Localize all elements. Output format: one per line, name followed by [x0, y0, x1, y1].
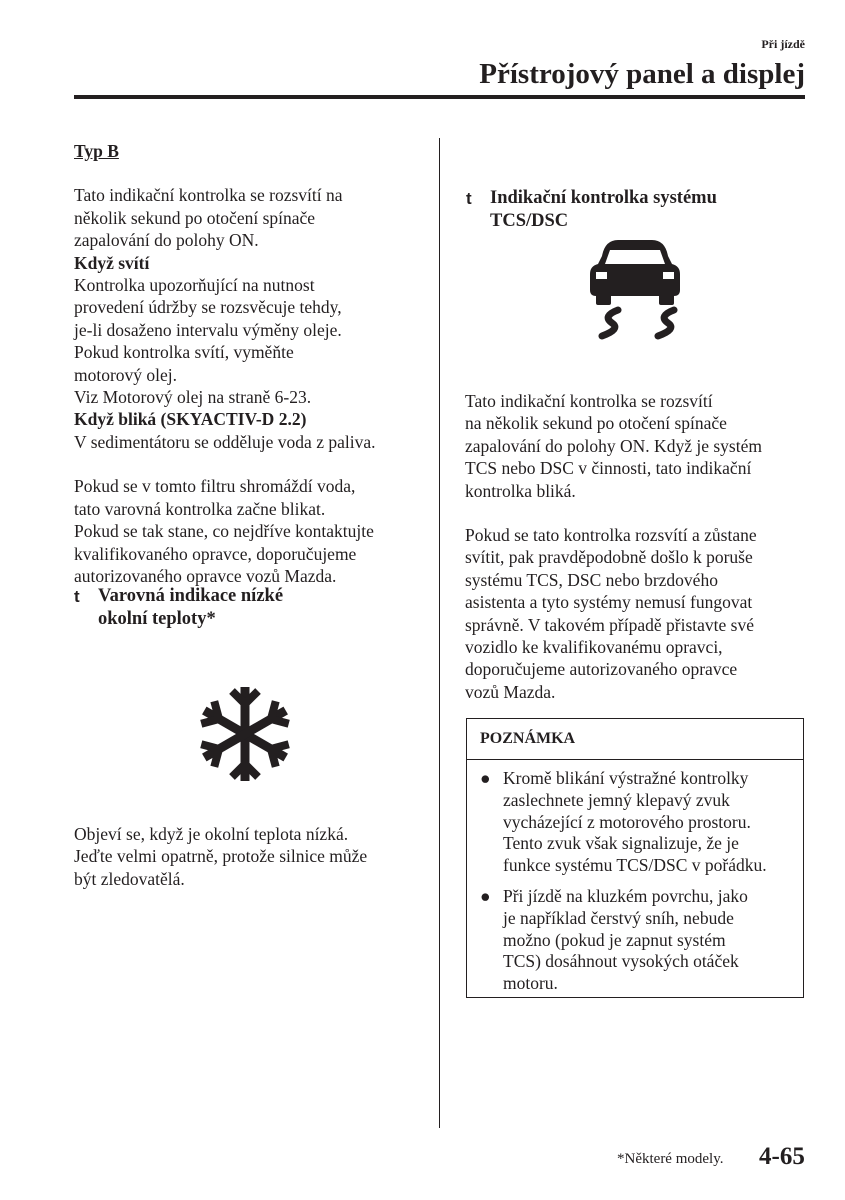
intro-line: zapalování do polohy ON.	[74, 230, 259, 251]
intro-line: Tato indikační kontrolka se rozsvítí na	[74, 185, 343, 206]
intro-line: několik sekund po otočení spínače	[74, 207, 316, 228]
low-temp-heading-line: okolní teploty*	[98, 609, 216, 629]
tcs-heading-line: Indikační kontrolka systému	[490, 188, 717, 208]
when-blinks-label: Když bliká (SKYACTIV-D 2.2)	[74, 409, 307, 430]
note-box	[466, 718, 804, 998]
note-item2-line: je například čerstvý sníh, nebude	[503, 907, 734, 928]
tcs-para2-line: svítit, pak pravděpodobně došlo k poruše	[465, 547, 753, 568]
filter-line: Pokud se tak stane, co nejdříve kontaktujte	[74, 521, 374, 542]
tcs-para2-line: správně. V takovém případě přistavte své	[465, 614, 754, 635]
low-temp-line: být zledovatělá.	[74, 868, 185, 889]
section-bullet: t	[466, 189, 472, 208]
low-temp-line: Objeví se, když je okolní teplota nízká.	[74, 824, 349, 844]
footnote: *Některé modely.	[617, 1151, 724, 1167]
note-bullet: ●	[480, 885, 491, 906]
section-bullet: t	[74, 587, 80, 606]
tcs-para1-line: Tato indikační kontrolka se rozsvítí	[465, 391, 713, 411]
note-item1-line: zaslechnete jemný klepavý zvuk	[503, 789, 730, 810]
tcs-para2-line: systému TCS, DSC nebo brzdového	[465, 569, 718, 590]
note-item1-line: vycházející z motorového prostoru.	[503, 811, 751, 832]
note-item2-line: TCS) dosáhnout vysokých otáček	[503, 951, 739, 972]
tcs-para1-line: zapalování do polohy ON. Když je systém	[465, 435, 762, 456]
when-on-line: provedení údržby se rozsvěcuje tehdy,	[74, 297, 342, 318]
note-item1-line: Tento zvuk však signalizuje, že je	[503, 833, 739, 854]
when-on-line: motorový olej.	[74, 364, 178, 385]
filter-line: Pokud se v tomto filtru shromáždí voda,	[74, 476, 356, 497]
tcs-para1-line: na několik sekund po otočení spínače	[465, 413, 727, 434]
tcs-heading-line: TCS/DSC	[490, 211, 569, 231]
column-divider	[439, 138, 440, 1128]
type-label: Typ B	[74, 141, 119, 161]
note-bullet: ●	[480, 768, 491, 788]
note-item1-line: Kromě blikání výstražné kontrolky	[503, 768, 749, 788]
tcs-para2-line: Pokud se tato kontrolka rozsvítí a zůstane	[465, 525, 757, 546]
filter-line: kvalifikovaného opravce, doporučujeme	[74, 543, 357, 564]
note-item	[467, 886, 803, 995]
note-title: POZNÁMKA	[467, 719, 803, 760]
note-item2-line: možno (pokud je zapnut systém	[503, 929, 726, 950]
when-on-line: Viz Motorový olej na straně 6-23.	[74, 387, 312, 408]
when-on-label: Když svítí	[74, 252, 150, 273]
tcs-dsc-skidding-car-icon	[588, 234, 682, 340]
tcs-heading	[466, 187, 835, 233]
note-item2-line: Při jízdě na kluzkém povrchu, jako	[503, 885, 748, 906]
low-temp-heading	[74, 585, 443, 631]
note-item2-line: motoru.	[503, 973, 558, 994]
low-temp-heading-line: Varovná indikace nízké	[98, 586, 284, 606]
tcs-paragraphs	[465, 390, 810, 703]
tcs-para2-line: doporučujeme autorizovaného opravce	[465, 659, 738, 680]
snowflake-icon	[194, 683, 296, 785]
note-item1-line: funkce systému TCS/DSC v pořádku.	[503, 855, 767, 876]
tcs-para2-line: vozidlo ke kvalifikovanému opravci,	[465, 637, 723, 658]
note-item	[467, 768, 803, 877]
low-temp-text	[74, 823, 419, 890]
tcs-para2-line: asistenta a tyto systémy nemusí fungovat	[465, 592, 753, 613]
page-title: Přístrojový panel a displej	[479, 58, 805, 90]
when-blinks-line: V sedimentátoru se odděluje voda z paliva.	[74, 431, 376, 452]
left-column-top	[74, 140, 419, 587]
when-on-line: Pokud kontrolka svítí, vyměňte	[74, 342, 294, 363]
when-on-line: Kontrolka upozorňující na nutnost	[74, 275, 315, 296]
tcs-para1-line: kontrolka bliká.	[465, 480, 576, 501]
tcs-para2-line: vozů Mazda.	[465, 681, 556, 702]
page-number: 4-65	[759, 1143, 805, 1170]
filter-line: autorizovaného opravce vozů Mazda.	[74, 565, 337, 586]
header-rule	[74, 95, 805, 99]
section-label: Při jízdě	[761, 37, 805, 51]
when-on-line: je-li dosaženo intervalu výměny oleje.	[74, 319, 342, 340]
filter-line: tato varovná kontrolka začne blikat.	[74, 498, 326, 519]
tcs-para1-line: TCS nebo DSC v činnosti, tato indikační	[465, 458, 752, 479]
low-temp-line: Jeďte velmi opatrně, protože silnice může	[74, 846, 368, 867]
